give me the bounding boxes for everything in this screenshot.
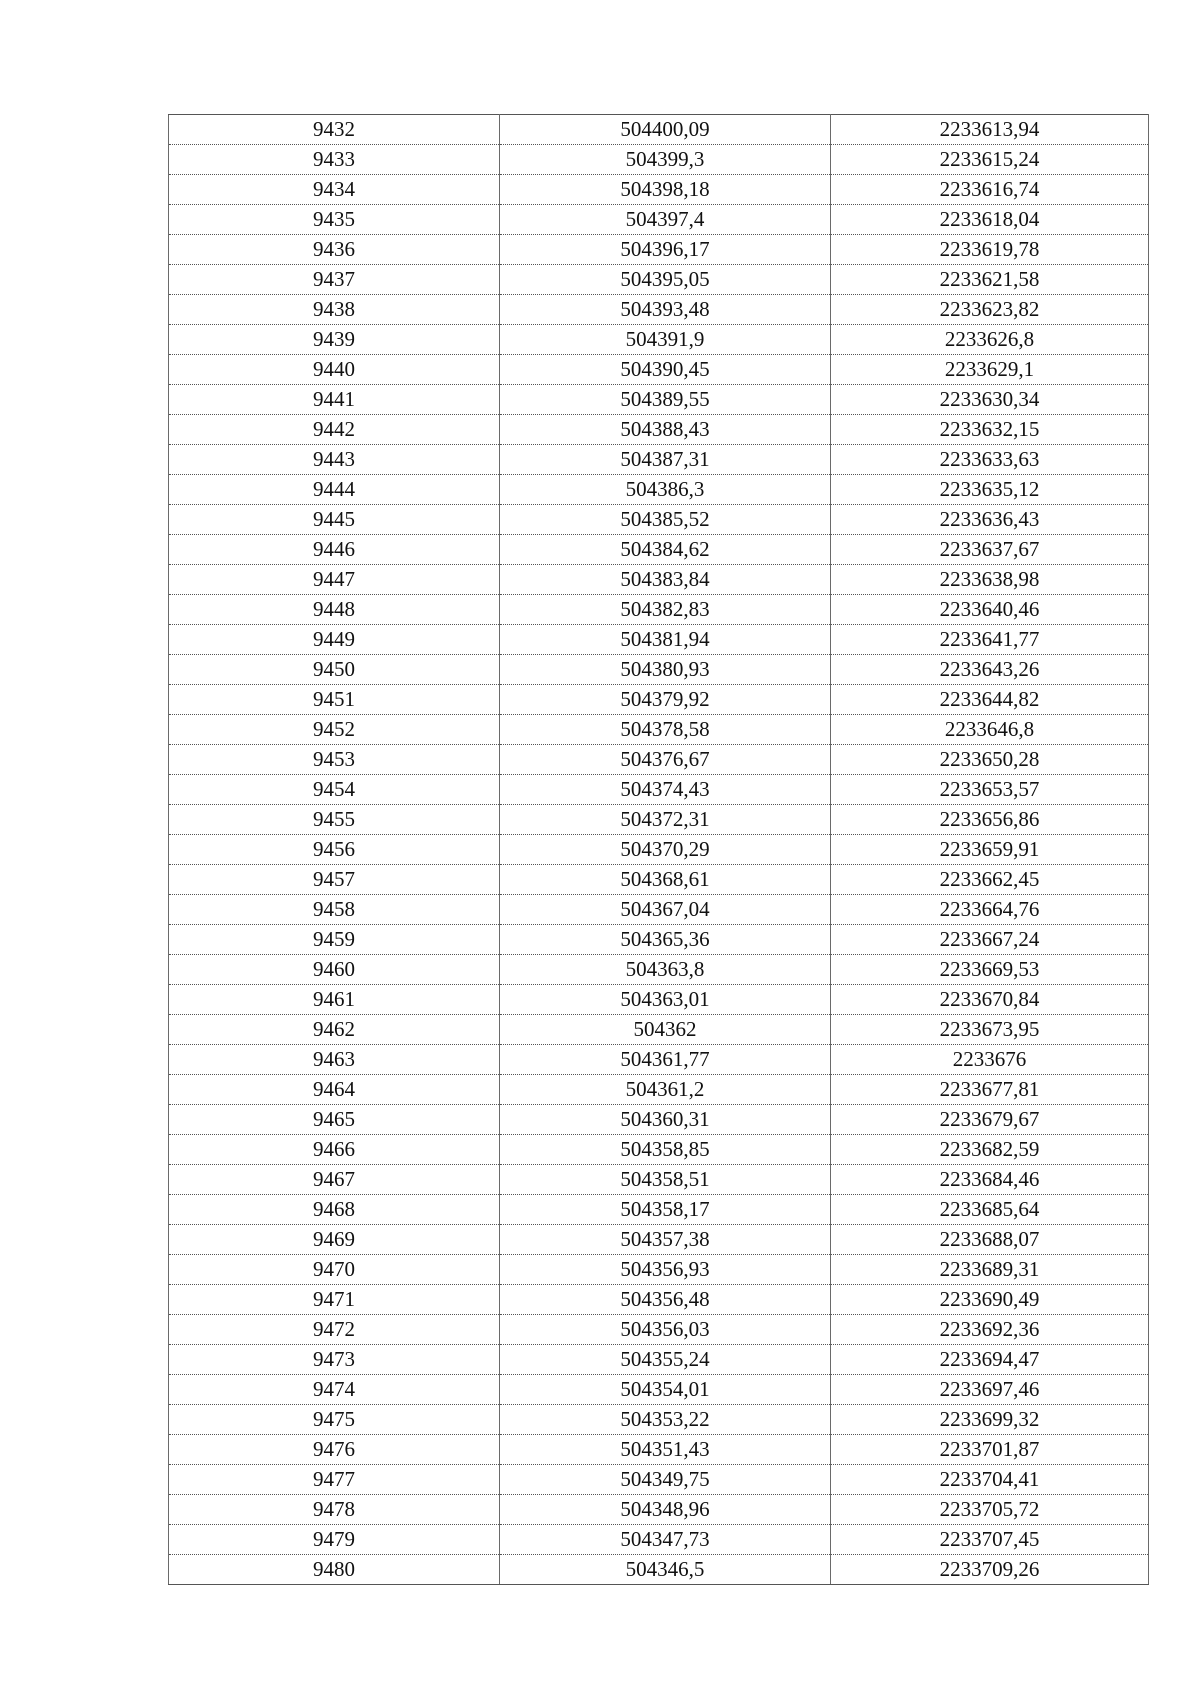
table-row [169, 595, 1149, 625]
x-coordinate-cell: 504384,62 [500, 535, 831, 565]
point-number-cell: 9448 [169, 595, 500, 625]
x-coordinate-cell: 504351,43 [500, 1435, 831, 1465]
point-number-cell: 9445 [169, 505, 500, 535]
y-coordinate-cell: 2233662,45 [831, 865, 1149, 895]
y-coordinate-cell: 2233644,82 [831, 685, 1149, 715]
point-number-cell: 9461 [169, 985, 500, 1015]
y-coordinate-cell: 2233669,53 [831, 955, 1149, 985]
y-coordinate-cell: 2233699,32 [831, 1405, 1149, 1435]
table-row [169, 865, 1149, 895]
point-number-cell: 9456 [169, 835, 500, 865]
table-row [169, 1105, 1149, 1135]
y-coordinate-cell: 2233650,28 [831, 745, 1149, 775]
table-row [169, 145, 1149, 175]
point-number-cell: 9480 [169, 1555, 500, 1585]
table-row [169, 955, 1149, 985]
y-coordinate-cell: 2233689,31 [831, 1255, 1149, 1285]
x-coordinate-cell: 504378,58 [500, 715, 831, 745]
x-coordinate-cell: 504347,73 [500, 1525, 831, 1555]
y-coordinate-cell: 2233633,63 [831, 445, 1149, 475]
table-row [169, 655, 1149, 685]
point-number-cell: 9451 [169, 685, 500, 715]
y-coordinate-cell: 2233684,46 [831, 1165, 1149, 1195]
y-coordinate-cell: 2233638,98 [831, 565, 1149, 595]
point-number-cell: 9440 [169, 355, 500, 385]
x-coordinate-cell: 504387,31 [500, 445, 831, 475]
point-number-cell: 9433 [169, 145, 500, 175]
x-coordinate-cell: 504355,24 [500, 1345, 831, 1375]
table-row [169, 175, 1149, 205]
table-row [169, 805, 1149, 835]
point-number-cell: 9438 [169, 295, 500, 325]
point-number-cell: 9442 [169, 415, 500, 445]
table-row [169, 625, 1149, 655]
x-coordinate-cell: 504372,31 [500, 805, 831, 835]
point-number-cell: 9450 [169, 655, 500, 685]
x-coordinate-cell: 504368,61 [500, 865, 831, 895]
y-coordinate-cell: 2233677,81 [831, 1075, 1149, 1105]
y-coordinate-cell: 2233619,78 [831, 235, 1149, 265]
y-coordinate-cell: 2233701,87 [831, 1435, 1149, 1465]
table-row [169, 505, 1149, 535]
table-row [169, 1285, 1149, 1315]
table-row [169, 355, 1149, 385]
point-number-cell: 9476 [169, 1435, 500, 1465]
table-row [169, 1525, 1149, 1555]
table-row [169, 1495, 1149, 1525]
x-coordinate-cell: 504365,36 [500, 925, 831, 955]
x-coordinate-cell: 504362 [500, 1015, 831, 1045]
coordinate-table-body [169, 115, 1149, 1585]
x-coordinate-cell: 504358,17 [500, 1195, 831, 1225]
coordinate-table [168, 114, 1149, 1585]
y-coordinate-cell: 2233630,34 [831, 385, 1149, 415]
x-coordinate-cell: 504396,17 [500, 235, 831, 265]
x-coordinate-cell: 504386,3 [500, 475, 831, 505]
x-coordinate-cell: 504395,05 [500, 265, 831, 295]
table-row [169, 385, 1149, 415]
y-coordinate-cell: 2233618,04 [831, 205, 1149, 235]
x-coordinate-cell: 504357,38 [500, 1225, 831, 1255]
point-number-cell: 9458 [169, 895, 500, 925]
x-coordinate-cell: 504360,31 [500, 1105, 831, 1135]
x-coordinate-cell: 504356,93 [500, 1255, 831, 1285]
point-number-cell: 9444 [169, 475, 500, 505]
table-row [169, 325, 1149, 355]
x-coordinate-cell: 504389,55 [500, 385, 831, 415]
table-row [169, 1135, 1149, 1165]
x-coordinate-cell: 504399,3 [500, 145, 831, 175]
y-coordinate-cell: 2233632,15 [831, 415, 1149, 445]
point-number-cell: 9475 [169, 1405, 500, 1435]
x-coordinate-cell: 504346,5 [500, 1555, 831, 1585]
y-coordinate-cell: 2233704,41 [831, 1465, 1149, 1495]
point-number-cell: 9434 [169, 175, 500, 205]
point-number-cell: 9474 [169, 1375, 500, 1405]
point-number-cell: 9477 [169, 1465, 500, 1495]
table-row [169, 1435, 1149, 1465]
x-coordinate-cell: 504397,4 [500, 205, 831, 235]
point-number-cell: 9473 [169, 1345, 500, 1375]
y-coordinate-cell: 2233667,24 [831, 925, 1149, 955]
x-coordinate-cell: 504349,75 [500, 1465, 831, 1495]
table-row [169, 1165, 1149, 1195]
point-number-cell: 9447 [169, 565, 500, 595]
table-row [169, 235, 1149, 265]
table-row [169, 265, 1149, 295]
x-coordinate-cell: 504348,96 [500, 1495, 831, 1525]
x-coordinate-cell: 504390,45 [500, 355, 831, 385]
y-coordinate-cell: 2233615,24 [831, 145, 1149, 175]
y-coordinate-cell: 2233629,1 [831, 355, 1149, 385]
x-coordinate-cell: 504361,2 [500, 1075, 831, 1105]
table-row [169, 835, 1149, 865]
table-row [169, 1195, 1149, 1225]
point-number-cell: 9465 [169, 1105, 500, 1135]
y-coordinate-cell: 2233653,57 [831, 775, 1149, 805]
y-coordinate-cell: 2233635,12 [831, 475, 1149, 505]
point-number-cell: 9469 [169, 1225, 500, 1255]
table-row [169, 1465, 1149, 1495]
x-coordinate-cell: 504382,83 [500, 595, 831, 625]
x-coordinate-cell: 504381,94 [500, 625, 831, 655]
x-coordinate-cell: 504383,84 [500, 565, 831, 595]
x-coordinate-cell: 504363,8 [500, 955, 831, 985]
x-coordinate-cell: 504361,77 [500, 1045, 831, 1075]
x-coordinate-cell: 504385,52 [500, 505, 831, 535]
point-number-cell: 9443 [169, 445, 500, 475]
y-coordinate-cell: 2233676 [831, 1045, 1149, 1075]
x-coordinate-cell: 504379,92 [500, 685, 831, 715]
point-number-cell: 9471 [169, 1285, 500, 1315]
point-number-cell: 9463 [169, 1045, 500, 1075]
x-coordinate-cell: 504358,85 [500, 1135, 831, 1165]
point-number-cell: 9470 [169, 1255, 500, 1285]
table-row [169, 565, 1149, 595]
table-row [169, 445, 1149, 475]
x-coordinate-cell: 504400,09 [500, 115, 831, 145]
y-coordinate-cell: 2233692,36 [831, 1315, 1149, 1345]
table-row [169, 1375, 1149, 1405]
table-row [169, 295, 1149, 325]
point-number-cell: 9464 [169, 1075, 500, 1105]
y-coordinate-cell: 2233705,72 [831, 1495, 1149, 1525]
table-row [169, 1345, 1149, 1375]
x-coordinate-cell: 504391,9 [500, 325, 831, 355]
y-coordinate-cell: 2233679,67 [831, 1105, 1149, 1135]
table-row [169, 1225, 1149, 1255]
table-row [169, 1555, 1149, 1585]
table-row [169, 895, 1149, 925]
point-number-cell: 9462 [169, 1015, 500, 1045]
y-coordinate-cell: 2233685,64 [831, 1195, 1149, 1225]
x-coordinate-cell: 504358,51 [500, 1165, 831, 1195]
table-row [169, 475, 1149, 505]
y-coordinate-cell: 2233707,45 [831, 1525, 1149, 1555]
table-row [169, 1045, 1149, 1075]
y-coordinate-cell: 2233682,59 [831, 1135, 1149, 1165]
x-coordinate-cell: 504370,29 [500, 835, 831, 865]
x-coordinate-cell: 504376,67 [500, 745, 831, 775]
x-coordinate-cell: 504380,93 [500, 655, 831, 685]
y-coordinate-cell: 2233664,76 [831, 895, 1149, 925]
table-row [169, 775, 1149, 805]
point-number-cell: 9468 [169, 1195, 500, 1225]
point-number-cell: 9455 [169, 805, 500, 835]
y-coordinate-cell: 2233688,07 [831, 1225, 1149, 1255]
table-row [169, 745, 1149, 775]
table-row [169, 415, 1149, 445]
point-number-cell: 9457 [169, 865, 500, 895]
point-number-cell: 9436 [169, 235, 500, 265]
x-coordinate-cell: 504393,48 [500, 295, 831, 325]
x-coordinate-cell: 504363,01 [500, 985, 831, 1015]
x-coordinate-cell: 504354,01 [500, 1375, 831, 1405]
point-number-cell: 9453 [169, 745, 500, 775]
point-number-cell: 9432 [169, 115, 500, 145]
point-number-cell: 9435 [169, 205, 500, 235]
table-row [169, 115, 1149, 145]
y-coordinate-cell: 2233709,26 [831, 1555, 1149, 1585]
point-number-cell: 9449 [169, 625, 500, 655]
y-coordinate-cell: 2233621,58 [831, 265, 1149, 295]
point-number-cell: 9460 [169, 955, 500, 985]
x-coordinate-cell: 504356,48 [500, 1285, 831, 1315]
point-number-cell: 9439 [169, 325, 500, 355]
y-coordinate-cell: 2233640,46 [831, 595, 1149, 625]
table-row [169, 1255, 1149, 1285]
y-coordinate-cell: 2233641,77 [831, 625, 1149, 655]
table-row [169, 685, 1149, 715]
point-number-cell: 9454 [169, 775, 500, 805]
table-row [169, 925, 1149, 955]
table-row [169, 715, 1149, 745]
y-coordinate-cell: 2233656,86 [831, 805, 1149, 835]
y-coordinate-cell: 2233613,94 [831, 115, 1149, 145]
y-coordinate-cell: 2233637,67 [831, 535, 1149, 565]
y-coordinate-cell: 2233623,82 [831, 295, 1149, 325]
table-row [169, 205, 1149, 235]
x-coordinate-cell: 504388,43 [500, 415, 831, 445]
table-row [169, 985, 1149, 1015]
point-number-cell: 9446 [169, 535, 500, 565]
y-coordinate-cell: 2233673,95 [831, 1015, 1149, 1045]
x-coordinate-cell: 504356,03 [500, 1315, 831, 1345]
x-coordinate-cell: 504398,18 [500, 175, 831, 205]
point-number-cell: 9466 [169, 1135, 500, 1165]
y-coordinate-cell: 2233646,8 [831, 715, 1149, 745]
table-row [169, 1015, 1149, 1045]
point-number-cell: 9452 [169, 715, 500, 745]
y-coordinate-cell: 2233643,26 [831, 655, 1149, 685]
y-coordinate-cell: 2233670,84 [831, 985, 1149, 1015]
y-coordinate-cell: 2233694,47 [831, 1345, 1149, 1375]
table-row [169, 535, 1149, 565]
point-number-cell: 9437 [169, 265, 500, 295]
point-number-cell: 9441 [169, 385, 500, 415]
point-number-cell: 9479 [169, 1525, 500, 1555]
point-number-cell: 9472 [169, 1315, 500, 1345]
x-coordinate-cell: 504374,43 [500, 775, 831, 805]
table-row [169, 1315, 1149, 1345]
y-coordinate-cell: 2233616,74 [831, 175, 1149, 205]
point-number-cell: 9467 [169, 1165, 500, 1195]
y-coordinate-cell: 2233626,8 [831, 325, 1149, 355]
table-row [169, 1405, 1149, 1435]
point-number-cell: 9478 [169, 1495, 500, 1525]
y-coordinate-cell: 2233659,91 [831, 835, 1149, 865]
y-coordinate-cell: 2233690,49 [831, 1285, 1149, 1315]
x-coordinate-cell: 504353,22 [500, 1405, 831, 1435]
y-coordinate-cell: 2233636,43 [831, 505, 1149, 535]
point-number-cell: 9459 [169, 925, 500, 955]
table-row [169, 1075, 1149, 1105]
y-coordinate-cell: 2233697,46 [831, 1375, 1149, 1405]
x-coordinate-cell: 504367,04 [500, 895, 831, 925]
